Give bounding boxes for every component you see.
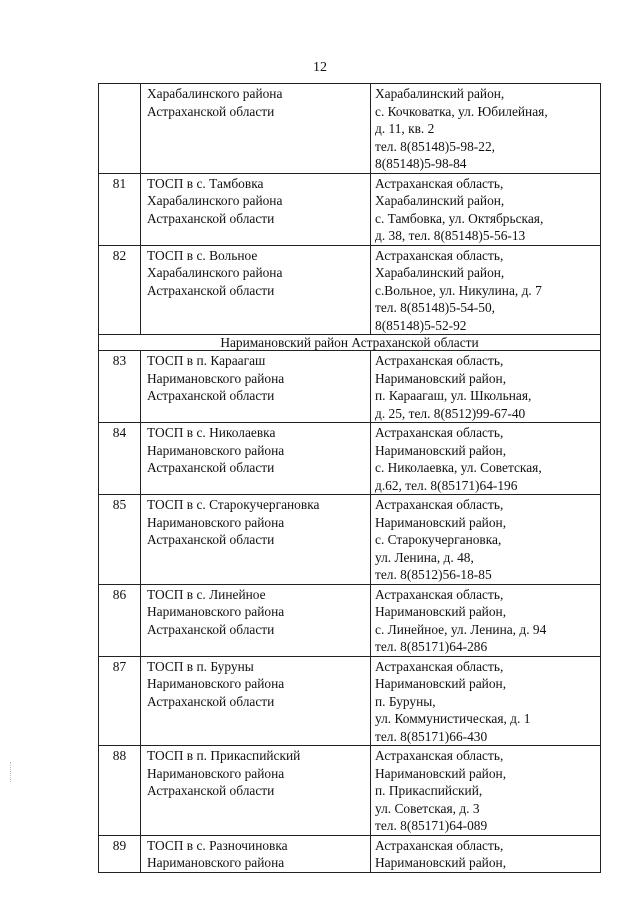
office-name-line: Наримановского района <box>147 855 285 870</box>
office-name-line: Астраханской области <box>147 783 275 798</box>
office-address-line: Наримановский район, <box>375 514 507 530</box>
office-address-line: Астраханская область, <box>375 658 504 674</box>
office-address-line: тел. 8(85148)5-98-22, <box>375 138 496 154</box>
offices-table-body <box>99 84 601 873</box>
office-name-line: ТОСП в с. Николаевка <box>147 425 276 440</box>
row-number: 86 <box>99 584 141 656</box>
office-name-line: ТОСП в п. Прикаспийский <box>147 748 301 763</box>
office-address-line: Наримановский район, <box>375 676 507 691</box>
office-address-cell <box>371 245 601 335</box>
office-address-line: тел. 8(85171)64-286 <box>375 639 488 654</box>
office-address-line: д.62, тел. 8(85171)64-196 <box>375 477 518 493</box>
table-row <box>99 835 601 872</box>
office-name-cell <box>141 495 371 585</box>
office-name-cell <box>141 584 371 656</box>
office-address-line: Астраханская область, <box>375 748 504 763</box>
office-name-line: Астраханской области <box>147 621 275 637</box>
office-name-line: Харабалинского района <box>147 265 283 280</box>
office-address-line: с. Кочковатка, ул. Юбилейная, <box>375 103 548 119</box>
office-name-line: Наримановского района <box>147 676 285 691</box>
office-name-line: ТОСП в с. Разночиновка <box>147 837 288 853</box>
office-address-line: Астраханская область, <box>375 586 504 602</box>
office-name-line: Астраханской области <box>147 388 275 403</box>
office-name-line: ТОСП в п. Караагаш <box>147 353 266 368</box>
office-address-line: Наримановский район, <box>375 765 507 781</box>
office-name-line: ТОСП в с. Линейное <box>147 586 266 602</box>
office-address-cell <box>371 173 601 245</box>
office-address-line: Астраханская область, <box>375 353 504 368</box>
office-address-line: Астраханская область, <box>375 837 504 853</box>
office-address-cell <box>371 656 601 746</box>
office-name-line: ТОСП в с. Старокучергановка <box>147 497 320 512</box>
office-address-line: с. Линейное, ул. Ленина, д. 94 <box>375 621 547 637</box>
offices-table <box>98 83 601 873</box>
office-name-line: Астраханской области <box>147 460 275 475</box>
office-name-line: ТОСП в с. Вольное <box>147 247 258 263</box>
office-address-line: Астраханская область, <box>375 247 504 263</box>
office-address-line: Наримановский район, <box>375 442 507 458</box>
office-address-line: Харабалинский район, <box>375 86 505 101</box>
office-address-line: ул. Ленина, д. 48, <box>375 549 474 565</box>
table-row <box>99 245 601 335</box>
page-number: 12 <box>313 60 327 75</box>
table-row <box>99 656 601 746</box>
office-address-line: с. Старокучергановка, <box>375 532 502 547</box>
table-row <box>99 495 601 585</box>
row-number: 87 <box>99 656 141 746</box>
office-address-cell <box>371 746 601 836</box>
office-address-line: тел. 8(85148)5-54-50, <box>375 300 496 315</box>
office-name-cell <box>141 173 371 245</box>
office-name-line: Наримановского района <box>147 765 285 781</box>
office-name-line: Наримановского района <box>147 514 285 530</box>
office-name-cell <box>141 245 371 335</box>
office-name-cell <box>141 84 371 174</box>
table-row <box>99 746 601 836</box>
row-number: 83 <box>99 351 141 423</box>
office-name-line: Наримановского района <box>147 604 285 619</box>
office-name-line: ТОСП в п. Буруны <box>147 658 254 674</box>
office-address-line: тел. 8(8512)56-18-85 <box>375 567 492 582</box>
office-address-line: Харабалинский район, <box>375 193 505 208</box>
section-header-row <box>99 335 601 351</box>
office-address-line: п. Прикаспийский, <box>375 783 483 798</box>
office-address-line: Наримановский район, <box>375 604 507 619</box>
margin-scan-mark <box>10 762 12 782</box>
office-address-line: Харабалинский район, <box>375 265 505 280</box>
office-name-line: ТОСП в с. Тамбовка <box>147 175 264 191</box>
office-address-cell <box>371 835 601 872</box>
office-address-line: п. Буруны, <box>375 693 436 709</box>
office-address-line: Астраханская область, <box>375 175 504 191</box>
table-row <box>99 351 601 423</box>
row-number: 88 <box>99 746 141 836</box>
office-address-line: тел. 8(85171)66-430 <box>375 728 488 744</box>
office-address-line: Астраханская область, <box>375 425 504 440</box>
office-address-line: Астраханская область, <box>375 497 504 512</box>
office-name-line: Астраханской области <box>147 103 275 119</box>
office-address-line: д. 25, тел. 8(8512)99-67-40 <box>375 405 526 421</box>
office-name-cell <box>141 656 371 746</box>
office-name-cell <box>141 351 371 423</box>
table-row <box>99 84 601 174</box>
office-name-line: Астраханской области <box>147 282 275 298</box>
office-name-line: Харабалинского района <box>147 86 283 101</box>
office-address-line: ул. Советская, д. 3 <box>375 800 480 816</box>
office-address-line: тел. 8(85171)64-089 <box>375 818 488 833</box>
row-number: 81 <box>99 173 141 245</box>
office-name-cell <box>141 746 371 836</box>
table-row <box>99 173 601 245</box>
office-name-cell <box>141 835 371 872</box>
office-address-cell <box>371 84 601 174</box>
row-number <box>99 84 141 174</box>
office-address-line: Наримановский район, <box>375 370 507 386</box>
row-number: 85 <box>99 495 141 585</box>
table-row <box>99 584 601 656</box>
table-row <box>99 423 601 495</box>
office-name-line: Наримановского района <box>147 370 285 386</box>
office-address-cell <box>371 423 601 495</box>
office-address-line: 8(85148)5-98-84 <box>375 156 467 171</box>
row-number: 89 <box>99 835 141 872</box>
row-number: 82 <box>99 245 141 335</box>
office-address-line: п. Караагаш, ул. Школьная, <box>375 388 532 403</box>
office-address-line: Наримановский район, <box>375 855 507 870</box>
office-name-line: Харабалинского района <box>147 193 283 208</box>
office-address-cell <box>371 584 601 656</box>
section-title: Наримановский район Астраханской области <box>99 335 601 351</box>
office-name-line: Астраханской области <box>147 210 275 226</box>
office-address-line: 8(85148)5-52-92 <box>375 317 467 333</box>
office-address-cell <box>371 351 601 423</box>
office-address-line: д. 11, кв. 2 <box>375 121 435 136</box>
office-address-line: д. 38, тел. 8(85148)5-56-13 <box>375 228 526 243</box>
row-number: 84 <box>99 423 141 495</box>
office-address-line: ул. Коммунистическая, д. 1 <box>375 711 531 726</box>
office-address-line: с.Вольное, ул. Никулина, д. 7 <box>375 282 542 298</box>
office-address-cell <box>371 495 601 585</box>
office-name-line: Астраханской области <box>147 532 275 547</box>
office-address-line: с. Тамбовка, ул. Октябрьская, <box>375 210 544 226</box>
office-name-line: Наримановского района <box>147 442 285 458</box>
office-name-cell <box>141 423 371 495</box>
office-name-line: Астраханской области <box>147 693 275 709</box>
office-address-line: с. Николаевка, ул. Советская, <box>375 460 542 475</box>
